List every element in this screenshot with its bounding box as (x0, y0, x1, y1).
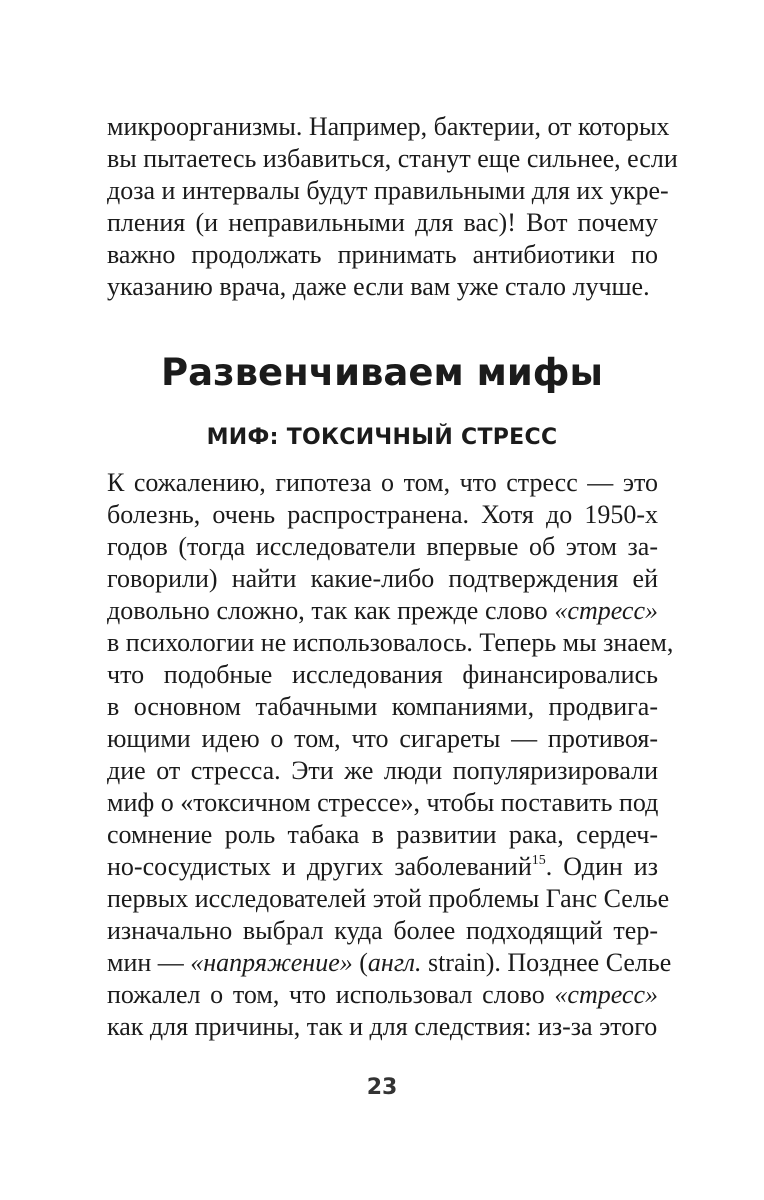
text-line: ющими идею о том, что сигареты — противоя- (107, 724, 658, 753)
text-run: довольно сложно, так как прежде слово (107, 596, 555, 625)
text-line: в основном табачными компаниями, продвига- (107, 692, 658, 721)
text-line: что подобные исследования финансировались (107, 660, 658, 689)
text-line: микроорганизмы. Например, бактерии, от которых (107, 112, 670, 141)
text-line: сомнение роль табака в развитии рака, сердеч- (107, 820, 658, 849)
text-line (107, 947, 672, 979)
text-line: изначально выбрал куда более подходящий тер- (107, 916, 658, 945)
text-line: указанию врача, даже если вам уже стало лучше. (107, 272, 650, 301)
section-heading: Развенчиваем мифы (161, 351, 603, 394)
text-run: но-сосудистых и других заболеваний (107, 852, 532, 881)
text-line (107, 851, 658, 883)
text-line: пления (и неправильными для вас)! Вот почему (107, 208, 658, 237)
section-subheading: МИФ: ТОКСИЧНЫЙ СТРЕСС (206, 425, 558, 450)
text-line (107, 595, 658, 627)
text-run: strain). Позднее Селье (421, 948, 672, 977)
text-line: в психологии не использовалось. Теперь мы знаем, (107, 628, 674, 657)
italic-term: «стресс» (554, 980, 658, 1009)
text-line (107, 979, 658, 1011)
text-line: доза и интервалы будут правильными для их укре- (107, 176, 669, 205)
text-line: важно продолжать принимать антибиотики по (107, 240, 658, 269)
italic-term: «напряжение» (190, 948, 353, 977)
text-line: вы пытаетесь избавиться, станут еще сильнее, если (107, 144, 678, 173)
text-run: мин — (107, 948, 191, 977)
text-line: болезнь, очень распространена. Хотя до 1950-х (107, 500, 658, 529)
text-line: годов (тогда исследователи впервые об этом за- (107, 532, 658, 561)
text-line: дие от стресса. Эти же люди популяризировали (107, 756, 658, 785)
text-line: говорили) найти какие-либо подтверждения ей (107, 564, 658, 593)
text-run: . Один из (545, 852, 658, 881)
footnote-reference: 15 (531, 853, 546, 868)
italic-abbreviation: англ. (367, 948, 422, 977)
page-number: 23 (366, 1075, 398, 1100)
text-line: первых исследователей этой проблемы Ганс Селье (107, 884, 670, 913)
text-run: ( (352, 948, 368, 977)
text-run: пожалел о том, что использовал слово (107, 980, 555, 1009)
text-line: миф о «токсичном стрессе», чтобы поставить под (107, 788, 659, 817)
text-line: как для причины, так и для следствия: из-за этого (107, 1012, 658, 1041)
italic-term: «стресс» (554, 596, 658, 625)
text-line: К сожалению, гипотеза о том, что стресс — это (107, 468, 658, 497)
